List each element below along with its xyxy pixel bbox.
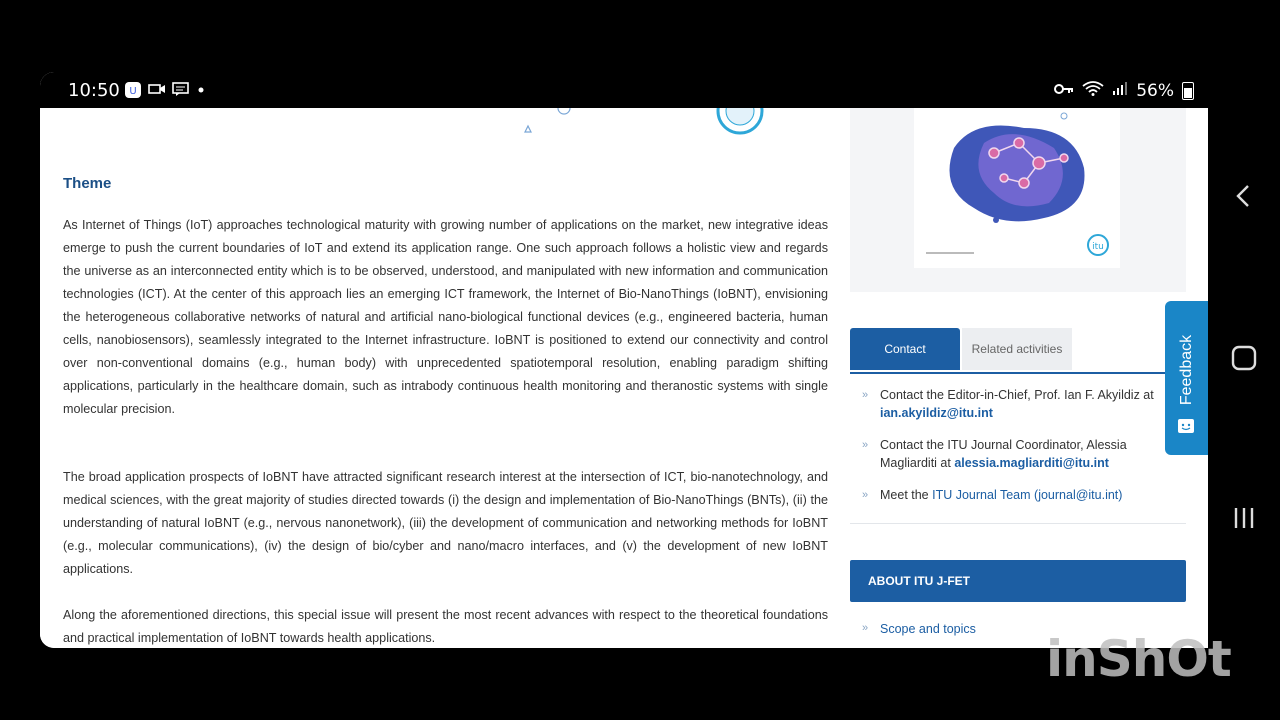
header-decoration-icon (520, 108, 780, 138)
contact-editor-text: Contact the Editor-in-Chief, Prof. Ian F. Akyildiz at (880, 388, 1154, 402)
battery-percent: 56% (1136, 80, 1174, 101)
status-notification-icons (124, 81, 214, 97)
theme-paragraph-1: As Internet of Things (IoT) approaches technological maturity with growing number of applications on the market, new integrative ideas emerge to push the current boundaries of IoT and extend its application range. One such approach follows a holistic view and regards the universe as an interconnected entity which is to be observed, understood, and manipulated with new information and communication technologies (ICT). At the center of this approach lies an emerging ICT framework, the Internet of Bio-NanoThings (IoBNT), envisioning the heterogeneous collaborative networks of natural and artificial nano-biological functional devices (e.g., engineered bacteria, human cells, nanobiosensors), seamlessly integrated to the Internet infrastructure. IoBNT is positioned to extend our connectivity and control over non-conventional domains (e.g., human body) with unprecedented spatiotemporal resolution, enabling paradigm shifting applications, particularly in the healthcare domain, such as intrabody continuous health monitoring and theranostic systems with single molecular precision. (63, 218, 828, 416)
section-heading-theme: Theme (63, 175, 112, 192)
svg-text:U: U (129, 86, 137, 97)
contact-team-text: Meet the (880, 488, 933, 502)
feedback-label: Feedback (1178, 334, 1195, 406)
recent-apps-icon[interactable] (1228, 502, 1260, 534)
chevron-right-icon: » (862, 622, 869, 634)
contact-coordinator-text: Contact the ITU Journal Coordinator, Alessia Magliarditi at (880, 438, 1127, 470)
contact-item-editor (850, 386, 1186, 422)
coordinator-email-link[interactable]: alessia.magliarditi@itu.int (954, 456, 1109, 470)
editor-email-link[interactable]: ian.akyildiz@itu.int (880, 406, 993, 420)
chat-icon (1178, 419, 1194, 433)
journal-email-link[interactable]: (journal@itu.int) (1034, 488, 1123, 502)
web-page (40, 108, 1208, 648)
feedback-button[interactable] (1165, 301, 1208, 455)
tab-related-activities[interactable]: Related activities (962, 328, 1072, 370)
contact-list (850, 386, 1186, 518)
wifi-icon (1082, 80, 1104, 101)
molecule-illustration-icon (914, 108, 1120, 268)
battery-icon (1182, 82, 1194, 100)
theme-paragraph-3: Along the aforementioned directions, this special issue will present the most recent advances with respect to the theoretical foundations and practical implementation of IoBNT towards health applications. (63, 608, 828, 645)
phone-screen (40, 72, 1208, 648)
sidebar-divider (850, 523, 1186, 524)
svg-text:itu: itu (1092, 242, 1104, 252)
back-icon[interactable] (1228, 180, 1260, 212)
signal-icon (1112, 80, 1128, 101)
video-icon (148, 81, 166, 97)
message-icon (172, 81, 190, 97)
android-navigation-bar (1208, 72, 1280, 648)
sidebar (850, 108, 1186, 648)
inshot-watermark: inShOt (1046, 630, 1231, 688)
about-section-header[interactable]: ABOUT ITU J-FET (850, 560, 1186, 602)
dot-icon (196, 81, 214, 97)
status-bar (40, 72, 1208, 108)
contact-item-coordinator (850, 436, 1186, 472)
journal-team-link[interactable]: ITU Journal Team (932, 488, 1031, 502)
status-time: 10:50 (68, 80, 120, 101)
theme-paragraph-2: The broad application prospects of IoBNT have attracted significant research interest at the intersection of ICT, bio-nanotechnology, and medical sciences, with the great majority of studies directed towards (i) the design and implementation of Bio-NanoThings (BNTs), (ii) the understanding of natural IoBNT (e.g., nervous nanonetwork), (iii) the development of communication and networking methods for IoBNT (e.g., molecular communications), (iv) the design of bio/cyber and nano/macro interfaces, and (v) the development of new IoBNT applications. (63, 470, 828, 576)
sidebar-tabs (850, 328, 1186, 374)
key-icon (1054, 81, 1074, 101)
journal-cover-image[interactable] (914, 108, 1120, 268)
contact-item-team (850, 486, 1186, 504)
about-item-scope-and-topics[interactable]: Scope and topics (880, 622, 976, 636)
tab-contact[interactable]: Contact (850, 328, 960, 370)
home-icon[interactable] (1228, 342, 1260, 374)
app-notification-icon (124, 81, 142, 97)
journal-cover-container (850, 108, 1186, 292)
status-system-icons (1054, 80, 1194, 101)
